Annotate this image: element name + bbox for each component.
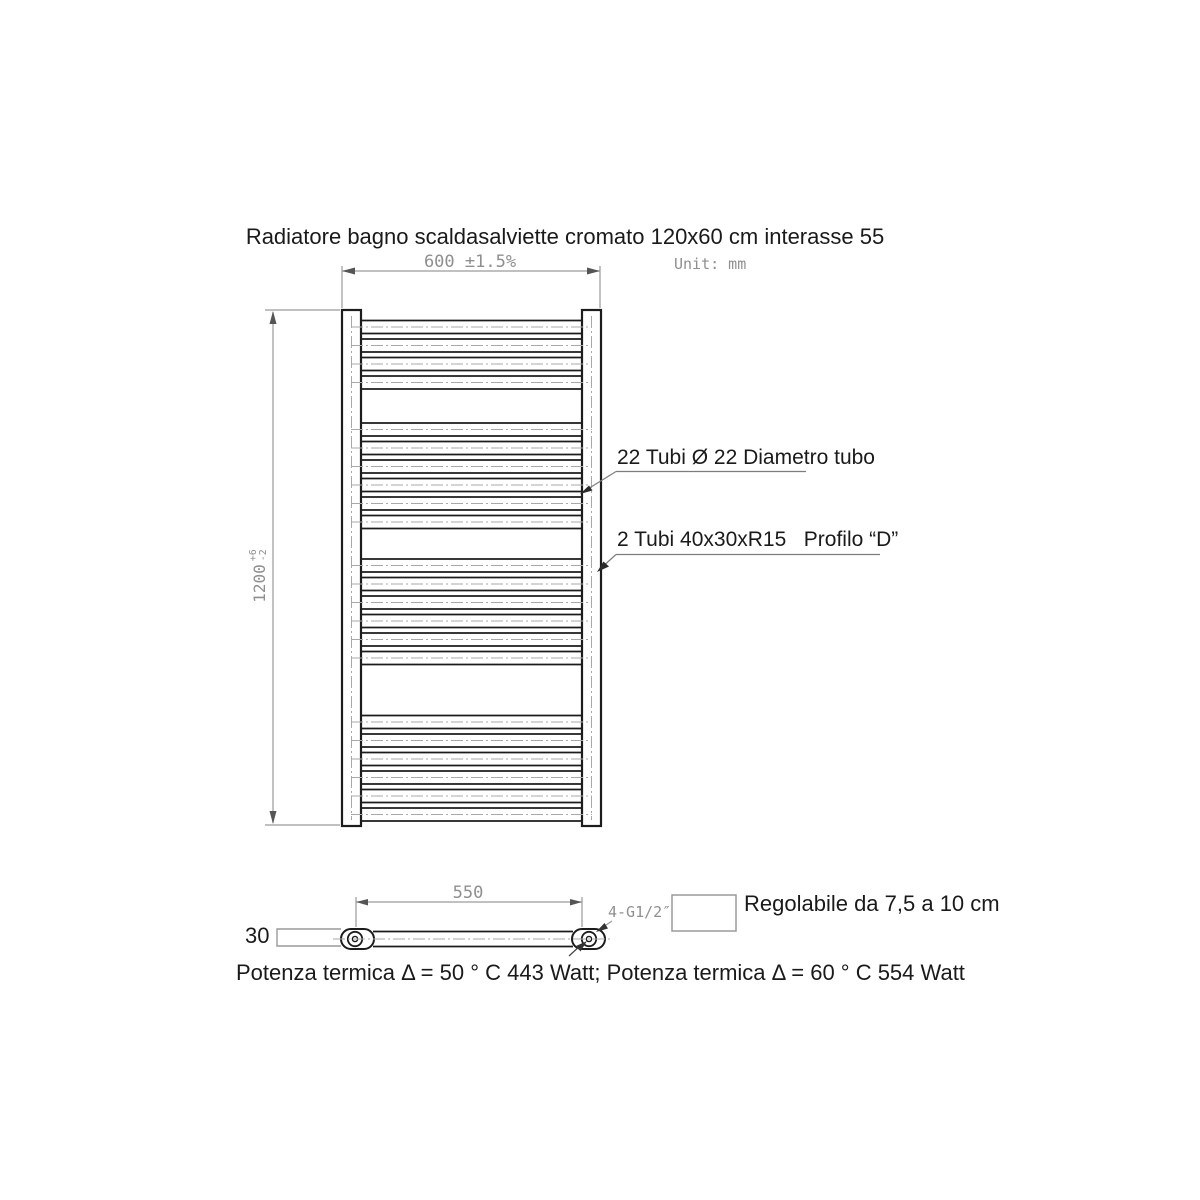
arrow-up-icon (270, 311, 277, 324)
arrow-down-icon (270, 811, 277, 824)
adjustable-range-box (672, 895, 736, 931)
dim-width-lines (342, 266, 600, 308)
dim-width-text: 600 ±1.5% (423, 252, 517, 272)
arrow-left-icon (356, 899, 368, 906)
thermal-output-note: Potenza termica Δ = 50 ° C 443 Watt; Potenza termica Δ = 60 ° C 554 Watt (236, 960, 965, 985)
arrow-right-icon (570, 899, 582, 906)
unit-label: Unit: mm (674, 255, 747, 273)
tube-array (351, 321, 592, 822)
depth-bracket (277, 929, 341, 946)
callout-leaders (580, 472, 880, 573)
drawing-title: Radiatore bagno scaldasalviette cromato 120x60 cm interasse 55 (245, 224, 885, 249)
radiator-front-view (342, 310, 601, 826)
dim-height-text (249, 526, 269, 626)
dim-interaxis-text: 550 (452, 883, 484, 903)
dim-height-lines (265, 310, 340, 825)
dim-depth-text: 30 (245, 923, 270, 948)
dim-height-tol-plus: +6 (247, 549, 259, 562)
profile-callout: 2 Tubi 40x30xR15 Profilo “D” (617, 528, 899, 551)
arrow-left-icon (342, 268, 355, 275)
connections-label: 4-G1/2″ (608, 903, 672, 921)
dim-height-tol-minus: -2 (258, 549, 269, 562)
arrow-right-icon (587, 268, 600, 275)
tube-callout: 22 Tubi Ø 22 Diametro tubo (617, 446, 875, 469)
adjustable-note: Regolabile da 7,5 a 10 cm (744, 891, 1000, 916)
dim-height-value: 1200 (249, 564, 269, 603)
